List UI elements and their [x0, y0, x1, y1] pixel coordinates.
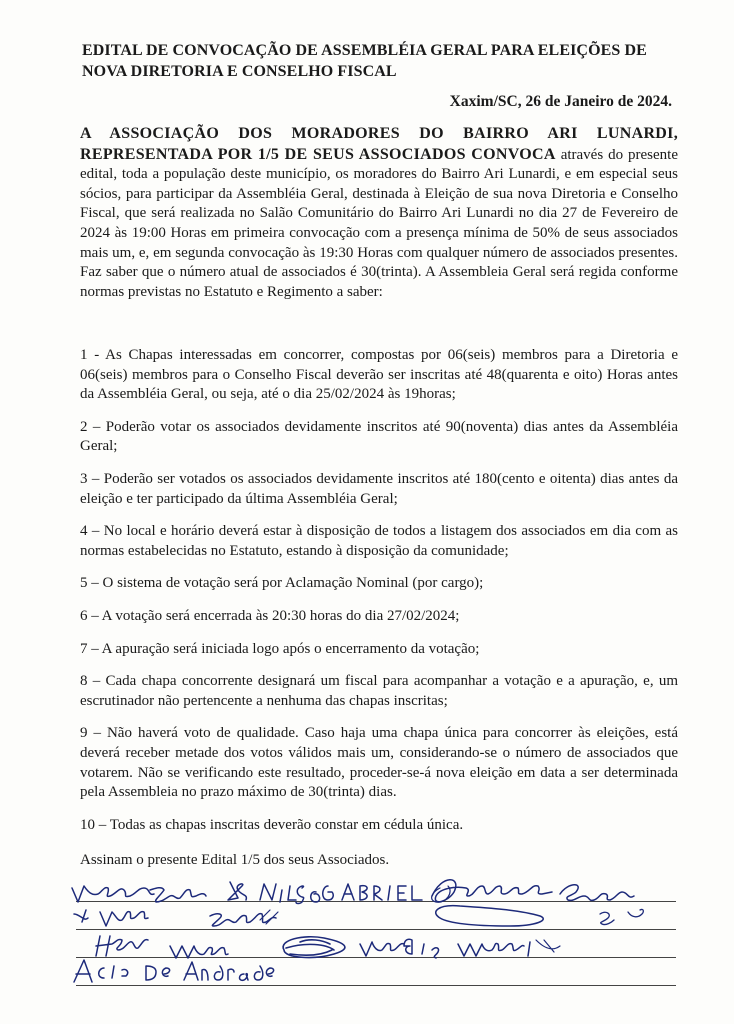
signature-scribble: [283, 937, 345, 958]
intro-body: através do presente edital, toda a população deste município, os moradores do Bairro Ari Lunardi, e em especial seus sócios, para participar da Assembléia Geral, destinada à Eleição de sua nova Diretoria e Conselho Fiscal, que será realizada no Salão Comunitário do Bairro Ari Lunardi no dia 27 de Fevereiro de 2024 às 19:00 Horas em primeira convocação com a presença mínima de 50% de seus associados mais um, e, em segunda convocação às 19:30 Horas com qualquer número de associados presentes. Faz saber que o número atual de associados é 30(trinta). A Assembleia Geral será regida conforme normas previstas no Estatuto e Regimento a saber:: [80, 146, 678, 300]
list-item: 5 – O sistema de votação será por Aclamação Nominal (por cargo);: [80, 575, 484, 592]
list-item: 3 – Poderão ser votados os associados devidamente inscritos até 180(cento e oitenta) dias antes da eleição e ter participado da última Assembléia Geral;: [80, 470, 678, 507]
list-item: 1 - As Chapas interessadas em concorrer, compostas por 06(seis) membros para a Diretoria e 06(seis) membros para o Conselho Fiscal deverão ser inscritas até 48(quarenta e oito) Horas antes da Assembléia Geral, ou seja, até o dia 25/02/2024 às 19horas;: [80, 347, 678, 403]
signature-valdenir-zoldan: [72, 886, 206, 902]
list-item: 2 – Poderão votar os associados devidamente inscritos até 90(noventa) dias antes da Assembléia Geral;: [80, 418, 678, 455]
signature-helena-mariani: [96, 936, 228, 958]
signature-valdir-zanatto: [74, 910, 276, 926]
signature-alessandro-ricardo: [432, 880, 634, 902]
list-item: 8 – Cada chapa concorrente designará um fiscal para acompanhar a votação e a apuração, e, um escrutinador não pertencente a nenhuma das chapas inscritas;: [80, 673, 678, 709]
signature-vania-dias-mariani: [360, 939, 530, 958]
signature-sigil: [228, 882, 246, 900]
intro-lead: A ASSOCIAÇÃO DOS MORADORES DO BAIRRO ARI LUNARDI, REPRESENTADA POR 1/5 DE SEUS ASSOCIADOS CONVOCA: [80, 125, 678, 163]
signature-oval: [436, 906, 543, 926]
list-item: 6 – A votação será encerrada às 20:30 horas do dia 27/02/2024;: [80, 607, 460, 624]
closing-line: Assinam o presente Edital 1/5 dos seus Associados.: [80, 852, 390, 868]
signatures-area: [60, 870, 700, 990]
handwritten-signatures: [60, 870, 700, 990]
intro-paragraph: [80, 124, 678, 302]
list-item: 4 – No local e horário deverá estar à disposição de todos a listagem dos associados em dia com as normas estabelecidas no Estatuto, estando à disposição da comunidade;: [80, 523, 678, 559]
signature-nilso-gabriel: [260, 884, 422, 904]
items-list: [80, 346, 678, 848]
list-item: 10 – Todas as chapas inscritas deverão constar em cédula única.: [80, 816, 464, 833]
place-date: Xaxim/SC, 26 de Janeiro de 2024.: [449, 93, 672, 110]
document-title: EDITAL DE CONVOCAÇÃO DE ASSEMBLÉIA GERAL PARA ELEIÇÕES DE NOVA DIRETORIA E CONSELHO FISCAL: [82, 42, 647, 80]
signature-acir-de-andrade: [74, 960, 274, 982]
list-item: 9 – Não haverá voto de qualidade. Caso haja uma chapa única para concorrer às eleições, está deverá receber metade dos votos válidos mais um, considerando-se o número de associados que votarem. Não se verificando este resultado, proceder-se-á nova eleição em data a ser determinada pela Assembleia no prazo máximo de 30(trinta) dias.: [80, 725, 678, 801]
list-item: 7 – A apuração será iniciada logo após o encerramento da votação;: [80, 640, 480, 657]
